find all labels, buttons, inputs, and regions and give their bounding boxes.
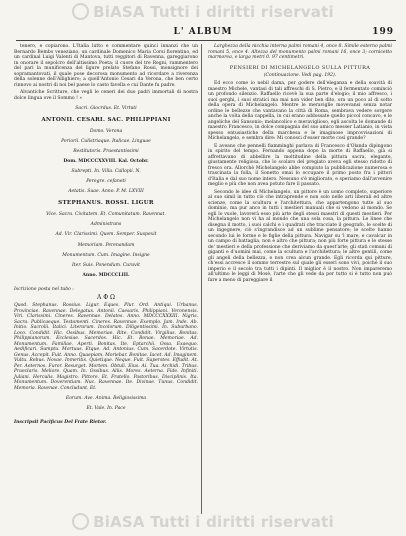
inscription-note: Iscrizione posta nel tubo :	[14, 286, 74, 292]
inscription-line: Restitutoris. Praestantissimi	[73, 148, 139, 154]
column-divider	[201, 44, 202, 514]
header-rule	[16, 40, 396, 41]
inscription-line: Vice. Sacra. Civitatem. Et. Comunitatum. Ravennat.	[46, 212, 166, 218]
intro-paragraph: tenero, e copiarono. L'Italia lutto e commentare quinci innanzi che un Bernardo Bembo veneziano, un cardinale Domenico Maria Corsi fiorentino, ed un cardinal Luigi Valenti di Mantova, tutti reggitori di Ravenna, gareggiarono in onorare il sepolcro dell'altissimo Poeta; il cuore del tre Regni, rammentero del pari la munificenza del ligure prelato Stefano Rossi, monsignore dei sopramantovati, il quale pose decorosa monumento ad ricordare a riverenza della solenne dell'Allighiero; a quell'Antonio Cesari da Verona, che ben certo rinnovo ai nostri di noi bel paese lo casto favella e cui Dante fu padre.	[14, 44, 198, 88]
watermark-text: BiASA Tutti i diritti riservati	[93, 513, 334, 531]
body-paragraph: Secondo le idee di Michelangelo, un pittore è un uomo completo, superiore al suo simil in tutto ciò che intraprende e non solo nelle arti liberali ed altre scienze, come la scultura e l'architettura, che appartengono tutte al suo dominio, ma pur anco in tutti i mestieri manuali che si vedono al mondo. Se egli lo vuole, lavorerà esso più arte degli stessi maestri di questi mestieri. Per Michelangelo non vi ha al mondo che una sola cosa, la pittura. Le linee che disegna il motto, i suoi calchi e i quadrati che tracciate il geografo, le scelte di un ingegnere, ciò s'ingrandisce ad un sublime pensatore; le scelte hanno secondo lui le forme e le figlie della pittura. Navigar su 'l mare, e cavalcar in un campo di battaglia, non è altro che pittura; non più forte pittura e le stesse de' mestieri e della professione che deriviamo da quest'arte; gli stati comuni di giganti e d'uomini mai, come la scultura e l'architettura; le altre gentili, come gli angeli della bellezza, e non crea alcun grande. Egli ricorda qui pitture, ch'essi accresce il sommo terrestre sul quale gli esseri sono vivi, poiché il suo imperio e il secolo tra tutti i dipinti. Il miglior è il nostro. Non impareremo all'ultimo le leggi di Mosè, l'arte che gli vede da per tutto si è tutto non può fare a meno di pareggiare il	[208, 189, 392, 283]
inscription-line: ANTONII. CESARI. SAC. PHILIPPIANI	[41, 116, 171, 123]
latin-inscription: Quod. Stephanus. Rossius. Ligur. Eques. Plur. Ord. Antiqui. Urbanus. Provinciae. Ravennae. Delegatus. Antonii. Caesaris. Philippiani. Veronensis. Viri. Clarissimi. Cineres. Ravennae. Delatos. Anno. MDCCCXXXIII. Nigris. Sacra. Publicaeque. Testamenti. Cineres. Ravennae. Exemplo. Jam. Inde. Ab. Initio. Sacrolii. Italici. Literarum. Incolorum. Diligentissimi. In. Suburbano. Loco. Condidit. Hic. Ossibus. Memoriae. Rite. Condidit. Virgilius. Bonitas. Philippianorum. Ecclesiae. Sacerdos. Hic. Et. Bonae. Memoriae. Ad. Monumentum. Familiae. Aperti. Bonitas. Ite. Eptarchii. Ossa. Exaequo. Aedificari. Sumptu. Mortuus. Etque. Ad. Antonius. Cum. Sacerdote. Virtutis. Genus. Accepit. Fuit. Anno. Quaepiam. Moriebar. Bonitae. Iacet. Ad. Imaginem. Vultu. Rebus. Novae. Inmeritis. Quietique. Neque. Fuit. Superstes. Effudit. At. Per. Aeternos. Furor. Resurget. Mortem. Obtuli. Eius. Ai. Tua. Archidi. Tribus. Praeclaris. Meliore. Quam. In. Ossibus. Aliis. Mores. Aeterna. Fide. Infiniti. Juliani. Herculis. Magistro. Pittore. Et. Fratello. Pastoribus. Disciplinis. Ita. Monumentum. Doverentiam. Nuc. Ravennae. Ite. Divinae. Tunus. Condidit. Memoria. Ravenae. Concludunt. Et.	[14, 303, 198, 391]
body-paragraph: E aveano che pennelli fiamminghi parlava di Francesco d'Olanda dipingono in spirito del tempo. Fernando appena dopo la morte di Raffaello, già si affrettavano di abbellire la moltitudine della pittura sacra, elegante, giustamente religiosa, che lo scolaro del pregiato aveva egli stesso ridotto di fresco ora. Allorchè Michelangelo abbe compiuto la pubblicazione numerosa e trascinata la folla, il Sonetto omai lo occupare il primo posto fra i pittori d'Italia e dal suo nome intero. Nessuno s'è migliorato, e speriamo dall'avvenire meglio e più che non avea potuto fare il passato.	[208, 143, 392, 187]
intro-paragraph: Alvantiche Scritture, che vegli le ceneri dei duo padri immortali di nostra dolce lingua ove il Sommo ! »	[14, 90, 198, 101]
inscription-line: Peregre. cefaneti	[86, 179, 126, 185]
watermark-bottom	[0, 513, 406, 531]
inscription-line: Aetatis. Suae. Anno. P. M. LXVIII	[68, 189, 144, 195]
inscription-line: Anno. MDCCCLIII.	[82, 272, 130, 278]
inscription-line: STEPHANUS. ROSSI. LIGUR	[58, 200, 154, 207]
library-logo-icon	[72, 3, 89, 20]
watermark-top	[0, 3, 406, 21]
running-header	[0, 27, 406, 39]
inscription-line: Administrans	[90, 222, 122, 228]
inscription-line: Dom. MDCCCXXVIII. Kal. Octobr.	[63, 158, 149, 164]
section-title: PENSIERI DI MICHELANGELO SULLA PITTURA	[229, 64, 371, 71]
left-column	[14, 44, 198, 427]
greek-letters: Α Φ Ω	[96, 294, 116, 302]
inscription-line: Sacri. Giocrdus. Et. Virtuti	[75, 105, 137, 111]
library-logo-icon	[72, 513, 89, 530]
inscription-line: Eorum. Ave. Anima. Religiosissima	[65, 395, 147, 401]
inscription-author-note: Inscripsit Pacificus Del Frate Rietor.	[14, 419, 107, 425]
inscription-line: Subrepti. In. Villa. Callopii. N.	[71, 169, 141, 175]
inscription-line: Memoriam. Perenandam	[77, 242, 135, 248]
inscription-line: Domo. Verona	[89, 128, 123, 134]
watermark-text: BiASA Tutti i diritti riservati	[93, 3, 334, 21]
inscription-line: Ad. Vir. Clarissimi. Quem. Semper. Suspexit	[55, 232, 157, 238]
right-column	[208, 44, 392, 285]
page-number: 199	[372, 27, 394, 37]
body-paragraph: Ed ecco come io nebil dama, per godere dell'eleganza e della soavità di maestro Michele, vantasi di tali affreschi di S. Pietro, e il fermentato cominciò un profondo silenzio. Raffaello ricevè la sua parte d'elogio; il mio affresco, i suoi gerghi, i suoi stratici ma mai non vider ben dito, ora un poco al di sotto della opera di Michelangelo. Mentre le meraviglie movevansi senza notar ordine le bellezze che vantavano la città di Roma, sembrava vedere sorgere anche la volta della cappella, in cui erano addossate quello piccol concavo, e le angeliche del Sansonio; melancolico e meraviglioso, egli ascolta le domande di maestro Francesco, in dolce compagnia del suo amico messer Latianio, in vista spesso entusiastiche della marchesa e le imaginose improvvisazioni di Michelangelo, e sembra dire: Mi conosci d'esser morte così grande?	[208, 81, 392, 141]
inscription-line: Periorii. Calistriaque. Italicae. Linguae	[61, 138, 151, 144]
inscription-line: Monumentum. Cum. Imagine. Insigne	[62, 252, 150, 258]
section-subtitle: (Continuazione. Vedi pag. 192).	[263, 72, 337, 78]
inscription-line: Iter. Suis. Ponendum. Curavit	[72, 262, 140, 268]
monument-measurements: Larghezza della nicchia interna palmi romani 4, once 8. Simile esterno palmi romani 5, once 4. Altezza del monumento palmi romani 16, once 3; cornicetto marmorea, e larga metri 0. 97 centimetri.	[208, 44, 392, 60]
journal-title: L' ALBUM	[173, 27, 233, 37]
inscription-line: Et. Vale. In. Pace	[86, 405, 126, 411]
inscription-epitaph	[14, 106, 198, 279]
